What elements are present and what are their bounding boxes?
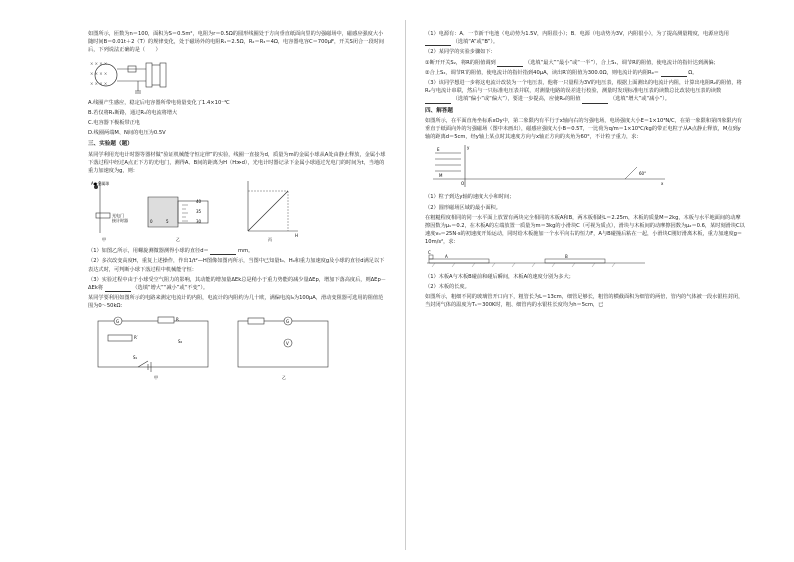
g2-label: G <box>286 318 290 324</box>
part-2-b <box>425 69 745 77</box>
rprime-label: R′ <box>134 334 138 340</box>
left-column <box>88 30 388 385</box>
e-label: E <box>437 147 440 153</box>
angle-label: 60° <box>639 171 647 177</box>
y-axis-label: y <box>467 145 470 151</box>
answer-blank[interactable] <box>105 285 131 292</box>
answer-blank[interactable] <box>425 39 451 46</box>
galvanometer-intro: 某同学要利用如图所示的电路来测定电流计的内阻，电流计的内阻约为几十欧，满偏电流I₉为100μA，滑动变阻器可选用的阻值范围为0～50kΩ： <box>88 295 384 310</box>
part-3 <box>425 79 745 104</box>
gate-label: 光电门 <box>112 213 124 219</box>
origin-label: O <box>461 181 465 187</box>
plank-figure <box>425 249 745 271</box>
plank-question: 在粗糙程度相同的同一水平面上放置有两块完全相同的木板A和B，两木板相距L＝2.25m，木板的质量M＝2kg，木板与水平地面间的动摩擦因数为μ₁＝0.2，在木板A的左端放置一质量为m＝3kg的小滑块C（可视为质点），滑块与木板间的动摩擦因数为μ₂＝0.6，某时刻滑块C以速度v₀＝25N·s的初速度开始运动，同时给木板施加一个水平向右的恒力F，A与B碰撞后粘在一起，小滑块C刚好滑离木板，重力加速度g＝10m/s²，求： <box>425 214 745 246</box>
answer-blank[interactable] <box>210 248 236 255</box>
step-1 <box>88 247 388 255</box>
part-3-text: （3）该同学想进一步将这电流计改装为一个电压表，他将一只量程为3V的电压表，根据上面测出的电流计内阻，计算出电阻R₂的阻值，将R₂与电流计串联，然后与一只标准电压表并联，对测量电路的误差进行校验，测量时发现标准电压表的读数总比改装电压表的读数 <box>425 80 742 95</box>
circuit-figures <box>88 313 388 383</box>
svg-text:× × × ×: × × × × <box>90 60 108 66</box>
part-2-a-tail: （选填“最大”“最小”或“一半”），合上S₁，调节R的阻值，使电流计的指针达到满偏； <box>525 59 719 66</box>
part-1-text: （1）电源有：A．一节新干电池（电动势为1.5V，内阻很小）；B．电源（电动势为3V，内阻很小），为了提高测量精度，电源应选用 <box>425 31 729 37</box>
part-1 <box>425 30 745 46</box>
plank-q1: （1）木板A与木板B碰前和碰后瞬间，木板A的速度分别为多大； <box>425 273 574 280</box>
x-axis-label: x <box>661 181 664 187</box>
option-b: B.若仅将R₁断路，通过R₁的电流将增大 <box>88 109 178 116</box>
step-2: （2）多次改变高度H，重复上述操作，作出1/t²—H图像如图丙所示，当图中已知量t₀、H₀和重力加速度g及小球的直径d满足以下表达式时，可判断小球下落过程中机械能守恒： <box>88 258 385 273</box>
s2-label: S₂ <box>178 338 183 344</box>
step-3-text: （3）实验过程中由于小球受空气阻力的影响，其动能的增加量ΔEk总是稍小于重力势能的减少量ΔEp，增加下落高度后，则ΔEp－ΔEk将 <box>88 276 386 292</box>
scale-0: 0 <box>150 219 153 225</box>
scale-5: 5 <box>166 219 169 225</box>
apparatus-figure <box>91 180 128 242</box>
plank-q2: （2）木板的长度。 <box>425 283 470 290</box>
circuit-yi <box>238 317 328 367</box>
circuit-jia <box>98 317 208 372</box>
part-2-b-tail: Ω。 <box>688 69 698 76</box>
timer-label: 接计时器 <box>112 218 128 224</box>
part-2-a-text: ①断开开关S₂，将R的阻值调到 <box>425 59 496 66</box>
step-1-text: （1）如图乙所示，用螺旋测微器测得小球的直径d＝ <box>88 248 209 255</box>
ball-label: A●金属球 <box>91 181 110 187</box>
field-question: 如图所示，在平面直角坐标系xOy中，第二象限内有平行于x轴向右的匀强电场，电场强度大小E＝1×10³N/C，在第一象限和第四象限内有垂直于纸面向外的匀强磁场（图中未画出），磁感应强度大小B＝0.5T，一比荷为q/m＝1×10⁵C/kg的带正电粒子从A点静止释放，M点到y轴的距离d＝5cm，经y轴上某点时其速度方向与x轴正方向的夹角为60°，不计粒子重力，求： <box>425 117 743 141</box>
part-2-a <box>425 59 745 67</box>
step-3-tail: （选填“增大”“减小”或“不变”）。 <box>132 285 209 292</box>
graph-figure <box>248 181 298 242</box>
r-label: R <box>176 316 179 322</box>
b-label: B <box>565 253 568 259</box>
option-d: D.线圈两端M、N间的电压为0.5V <box>88 130 166 137</box>
m-label: M <box>439 173 443 179</box>
bing-label: 丙 <box>268 237 272 243</box>
micrometer-figure <box>148 197 208 242</box>
a-label: A <box>445 253 448 259</box>
option-a: A.线圈产生感应，稳定后电容器所带电荷量变化了1.4×10⁻⁴C <box>88 99 230 106</box>
experiment-intro: 某同学利用光电计时器等器材做“验证机械能守恒定律”的实验，线圈一直接为d，质量为m的金属小球从A处由静止释放，金属小球下落过程中经过A点正下方的光电门，测得A、B间的距离为H（H≫d），光电计时器记录下金属小球通过光电门的时间为t，当地的重力加速度为g，则： <box>88 151 386 175</box>
jia-label: 甲 <box>102 237 106 243</box>
yi-label: 乙 <box>176 237 180 243</box>
scale-30: 30 <box>196 219 202 225</box>
experiment-figures <box>88 177 388 245</box>
galvanometer-label: G <box>116 318 120 324</box>
section-3-heading: 三、实验题（题） <box>88 141 133 148</box>
v-label: V <box>286 340 289 346</box>
field-figure <box>425 143 745 191</box>
scale-40: 40 <box>196 199 202 205</box>
c-label: C <box>428 249 431 255</box>
part-2-heading: （2）某同学的实验步骤如下： <box>425 49 496 56</box>
svg-text:× × × ×: × × × × <box>90 80 108 86</box>
scale-35: 35 <box>196 209 202 215</box>
option-c: C.电容器下极板带正电 <box>88 120 140 127</box>
jia-circuit-label: 甲 <box>154 374 158 380</box>
s1-label: S₁ <box>133 354 138 360</box>
coil-circuit-figure <box>88 57 388 97</box>
section-4-heading: 四、解答题 <box>425 107 453 114</box>
step-1-unit: mm。 <box>238 248 254 255</box>
tube-question: 如图所示，粗细不同的玻璃管开口向下，粗管长为L＝13cm，细管足够长，粗管的横截面积为细管的两倍，管内的气体被一段水银柱封闭，当封闭气体的温度为T₁＝300K时，粗、细管内的水银柱长度均为h＝5cm，已 <box>425 294 744 309</box>
step-3 <box>88 276 388 292</box>
axis-h-label: H <box>295 233 299 239</box>
column-divider <box>405 20 406 550</box>
field-q2: （2）圆形磁场区域的最小面积。 <box>425 204 501 211</box>
yi-circuit-label: 乙 <box>282 374 286 380</box>
answer-blank[interactable] <box>582 97 608 104</box>
field-q1: （1）粒子到达y轴的速度大小和时间； <box>425 194 515 201</box>
answer-blank[interactable] <box>497 60 523 67</box>
answer-blank[interactable] <box>425 97 451 104</box>
svg-text:× × × ×: × × × × <box>90 70 108 76</box>
part-3-tail: （选填“增大”或“减小”）。 <box>609 96 670 103</box>
part-2-b-text: ②合上S₂，调节R′的阻值，使电流计的指针指到40μA，读出R′的阻值为300.0Ω，则电流计的内阻R₉＝ <box>425 69 659 76</box>
question-intro: 如图所示，匝数为n＝100，面积为S＝0.5m²，电阻为r＝0.5Ω的圆形线圈处于方向垂直纸面向里的匀强磁场中，磁感应强度大小随时间B＝0.01t＋2（T）的规律变化，处于磁场外的电阻R₁＝2.5Ω，R₂＝R₃＝4Ω，电容器电容C＝700μF，开关S闭合一段时间后，下列说法正确的是（ ） <box>88 31 384 54</box>
answer-blank[interactable] <box>661 70 687 77</box>
part-3-mid: （选填“偏小”或“偏大”），要进一步提高，应使R₂的阻值 <box>452 96 581 103</box>
part-1-tail: （选填“A”或“B”）。 <box>452 39 499 46</box>
right-column <box>425 30 745 311</box>
